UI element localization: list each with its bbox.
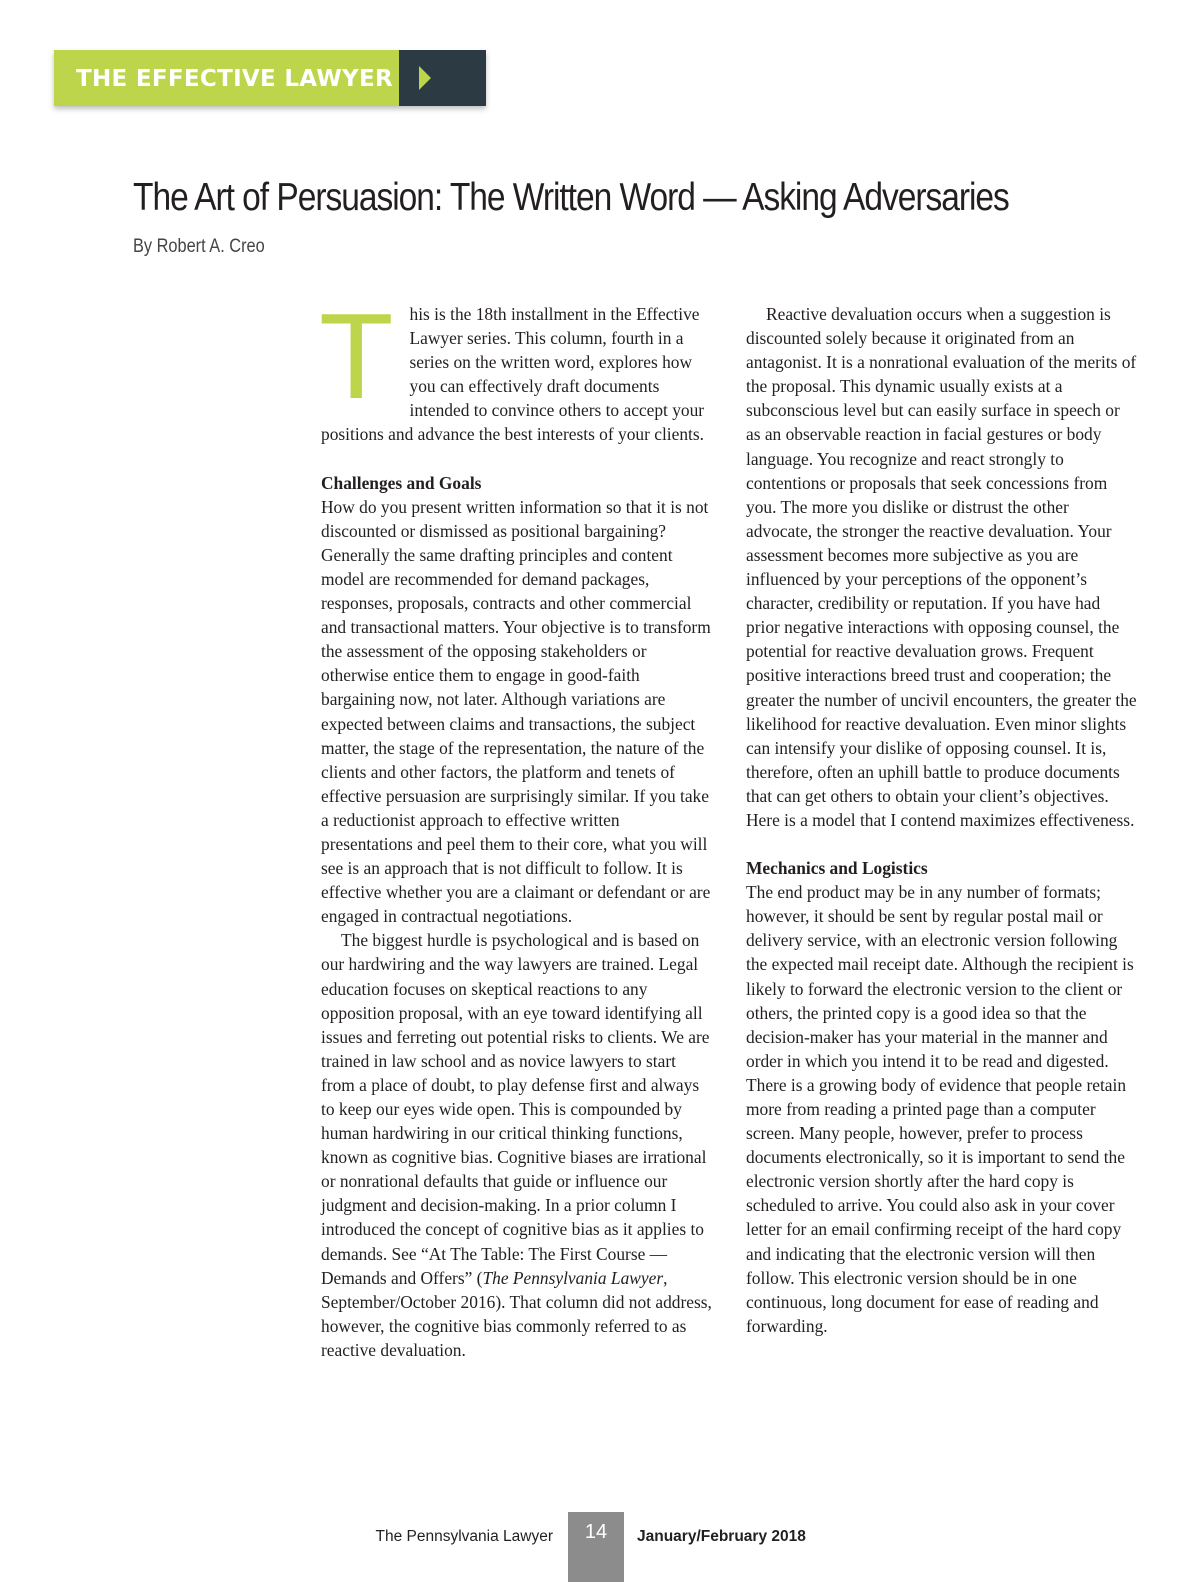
body-paragraph: How do you present written information so that it is not discounted or dismissed as positional bargaining? Generally the same drafting principles and content model are recommended for demand packages, responses, proposals, contracts and other commercial and transactional matters. Your objective is to transform the assessment of the opposing stakeholders or otherwise entice them to engage in good-faith bargaining now, not later. Although variations are expected between claims and transactions, the subject matter, the stage of the representation, the nature of the clients and other factors, the platform and tenets of effective persuasion are surprisingly similar. If you take a reductionist approach to effective written presentations and peel them to their core, what you will see is an approach that is not difficult to follow. It is effective whether you are a claimant or defendant or are engaged in contractual negotiations. xyxy=(321,496,711,927)
body-paragraph xyxy=(321,928,713,1362)
section-heading-mechanics: Mechanics and Logistics xyxy=(746,858,928,879)
page-footer xyxy=(0,1512,1200,1582)
body-paragraph: The end product may be in any number of formats; however, it should be sent by regular postal mail or delivery service, with an electronic version following the expected mail receipt date. Although the recipient is likely to forward the electronic version to the client or others, the printed copy is a good idea so that the decision-maker has your material in the manner and order in which you intend it to be read and digested. There is a growing body of evidence that people retain more from reading a printed page than a computer screen. Many people, however, prefer to process documents electronically, so it is important to send the electronic version shortly after the hard copy is scheduled to arrive. You could also ask in your cover letter for an email confirming receipt of the hard copy and indicating that the electronic version will then follow. This electronic version should be in one continuous, long document for ease of reading and forwarding. xyxy=(746,882,1134,1336)
right-column xyxy=(746,302,1138,1338)
article-byline: By Robert A. Creo xyxy=(133,236,265,257)
footer-issue-date: January/February 2018 xyxy=(637,1528,806,1545)
left-column xyxy=(319,288,713,1362)
section-banner-label: THE EFFECTIVE LAWYER xyxy=(54,50,399,106)
body-text: , September/October 2016). That column did not address, however, the cognitive bias commonly referred to as reactive devaluation. xyxy=(321,1267,712,1360)
body-text: The biggest hurdle is psychological and is based on our hardwiring and the way lawyers are trained. Legal education focuses on skeptical reactions to any opposition proposal, with an eye toward identifying all issues and ferreting out potential risks to clients. We are trained in law school and as novice lawyers to start from a place of doubt, to play defense first and always to keep our eyes wide open. This is compounded by human hardwiring in our critical thinking functions, known as cognitive bias. Cognitive biases are irrational or nonrational defaults that guide or influence our judgment and decision-making. In a prior column I introduced the concept of cognitive bias as it applies to demands. See “At The Table: The First Course — Demands and Offers” ( xyxy=(321,930,710,1288)
drop-cap: T xyxy=(319,288,394,424)
article-title: The Art of Persuasion: The Written Word — Asking Adversaries xyxy=(133,176,1009,219)
section-banner-arrow-box xyxy=(399,50,486,106)
chevron-right-icon xyxy=(419,66,431,90)
body-paragraph: Reactive devaluation occurs when a suggestion is discounted solely because it originated from an antagonist. It is a nonrational evaluation of the merits of the proposal. This dynamic usually exists at a subconscious level but can easily surface in speech or as an observable reaction in facial gestures or body language. You recognize and react strongly to contentions or proposals that seek concessions from you. The more you dislike or distrust the other advocate, the stronger the reactive devaluation. Your assessment becomes more subjective as you are influenced by your perceptions of the opponent’s character, credibility or reputation. If you have had prior negative interactions with opposing counsel, the potential for reactive devaluation grows. Frequent positive interactions breed trust and cooperation; the greater the number of uncivil encounters, the greater the likelihood for reactive devaluation. Even minor slights can intensify your dislike of opposing counsel. It is, therefore, often an uphill battle to produce documents that can get others to obtain your client’s objectives. Here is a model that I contend maximizes effectiveness. xyxy=(746,304,1137,830)
footer-publication: The Pennsylvania Lawyer xyxy=(375,1528,553,1545)
page-number: 14 xyxy=(568,1512,624,1582)
publication-title-italic: The Pennsylvania Lawyer xyxy=(482,1267,664,1288)
intro-paragraph xyxy=(319,288,713,447)
section-heading-challenges: Challenges and Goals xyxy=(321,472,482,493)
intro-text: his is the 18th installment in the Effective Lawyer series. This column, fourth in a series on the written word, explores how you can effectively draft documents intended to convince others to accept your positions and advance the best interests of your clients. xyxy=(321,304,705,445)
section-banner xyxy=(54,50,486,106)
